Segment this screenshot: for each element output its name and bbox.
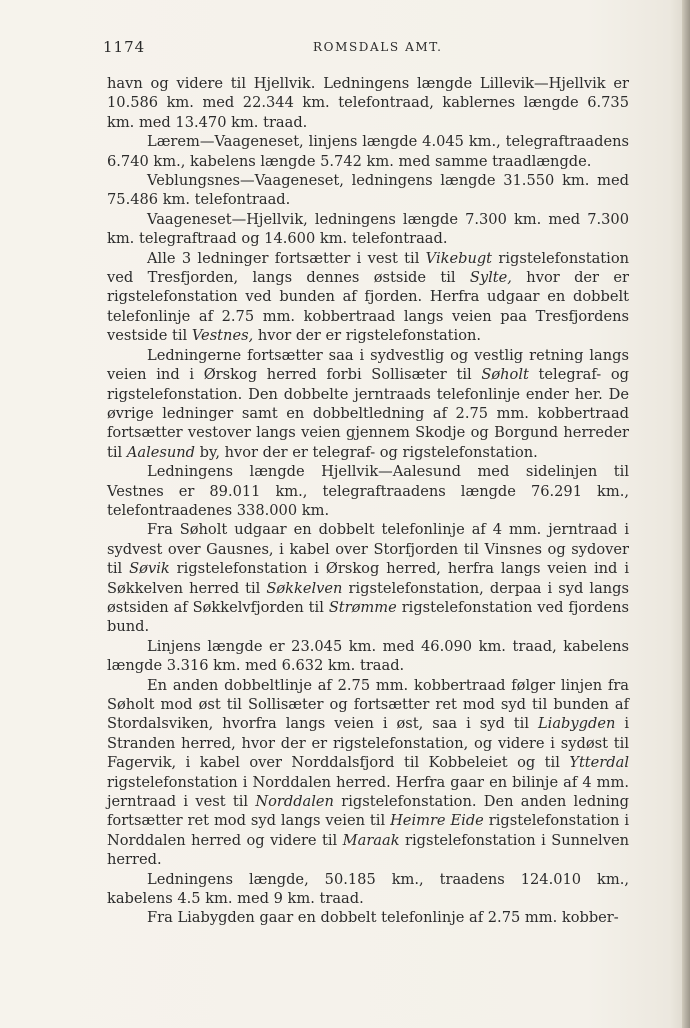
running-title: ROMSDALS AMT. bbox=[313, 40, 443, 54]
place-name: Søvik bbox=[129, 560, 170, 578]
paragraph: Ledningens længde Hjellvik—Aalesund med sidelinjen til Vestnes er 89.011 km., telegraftraadens længde 76.291 km., telefontraadenes 338.000 km. bbox=[107, 463, 629, 519]
paragraph: Alle 3 ledninger fortsætter i vest til Vikebugt rigstelefonstation ved Tresfjorden, langs dennes østside til Sylte, hvor der er rigstelefonstation ved bunden af fjorden. Herfra udgaar en dobbelt telefonlinje af 2.75 mm. kobbertraad langs veien paa Tresfjordens vestside til Vestnes, hvor der er rigstelefonstation. bbox=[107, 249, 630, 345]
place-name: Norddalen bbox=[255, 793, 334, 811]
place-name: Heimre Eide bbox=[390, 812, 484, 830]
page-header bbox=[103, 38, 633, 60]
page-number: 1174 bbox=[103, 38, 146, 56]
place-name: Vikebugt bbox=[425, 249, 493, 267]
place-name: Ytterdal bbox=[569, 754, 629, 772]
place-name: Aalesund bbox=[126, 443, 196, 461]
place-name: Liabygden bbox=[537, 715, 616, 733]
paragraph: Ledningens længde, 50.185 km., traadens 124.010 km., kabelens 4.5 km. med 9 km. traad. bbox=[107, 870, 629, 908]
paragraph: Fra Søholt udgaar en dobbelt telefonlinje af 4 mm. jerntraad i sydvest over Gausnes, i kabel over Storfjorden til Vinsnes og sydover til Søvik rigstelefonstation i Ørskog herred, herfra langs veien ind i Søkkelven herred til Søkkelven rigstelefonstation, derpaa i syd langs østsiden af Søkkelvfjorden til Strømme rigstelefonstation ved fjordens bund. bbox=[107, 521, 629, 636]
paragraph: Veblungsnes—Vaageneset, ledningens længde 31.550 km. med 75.486 km. telefontraad. bbox=[107, 172, 629, 209]
paragraph: Lærem—Vaageneset, linjens længde 4.045 km., telegraftraadens 6.740 km., kabelens længde 5.742 km. med samme traadlængde. bbox=[107, 133, 629, 170]
paragraph: Fra Liabygden gaar en dobbelt telefonlinje af 2.75 mm. kobber- bbox=[147, 909, 619, 927]
paragraph: Ledningerne fortsætter saa i sydvestlig og vestlig retning langs veien ind i Ørskog herred forbi Sollisæter til Søholt telegraf- og rigstelefonstation. Den dobbelte jerntraads telefonlinje ender her. De øvrige ledninger samt en dobbeltledning af 2.75 mm. kobbertraad fortsætter vestover langs veien gjennem Skodje og Borgund herreder til Aalesund by, hvor der er telegraf- og rigstelefonstation. bbox=[107, 346, 630, 461]
place-name: Maraak bbox=[342, 831, 400, 849]
paragraph: Linjens længde er 23.045 km. med 46.090 km. traad, kabelens længde 3.316 km. med 6.632 km. traad. bbox=[107, 637, 629, 675]
paragraph: havn og videre til Hjellvik. Ledningens længde Lillevik—Hjellvik er 10.586 km. med 22.344 km. telefontraad, kablernes længde 6.735 km. med 13.470 km. traad. bbox=[107, 75, 629, 131]
paragraph: Vaageneset—Hjellvik, ledningens længde 7.300 km. med 7.300 km. telegraftraad og 14.600 km. telefontraad. bbox=[107, 210, 629, 248]
paragraph: En anden dobbeltlinje af 2.75 mm. kobbertraad følger linjen fra Søholt mod øst til Sollisæter og fortsætter ret mod syd til bunden af Stordalsviken, hvorfra langs veien i øst, saa i syd til Liabygden i Stranden herred, hvor der er rigstelefonstation, og videre i sydøst til Fagervik, i kabel over Norddalsfjord til Kobbeleiet og til Ytterdal rigstelefonstation i Norddalen herred. Herfra gaar en bilinje af 4 mm. jerntraad i vest til Norddalen rigstelefonstation. Den anden ledning fortsætter ret mod syd langs veien til Heimre Eide rigstelefonstation i Norddalen herred og videre til Maraak rigstelefonstation i Sunnelven herred. bbox=[107, 676, 630, 869]
place-name: Søkkelven bbox=[266, 579, 343, 597]
place-name: Sylte, bbox=[469, 269, 512, 287]
place-name: Vestnes, bbox=[191, 327, 254, 345]
body-text bbox=[107, 74, 629, 928]
page-edge bbox=[682, 0, 690, 1028]
place-name: Søholt bbox=[481, 366, 529, 384]
place-name: Strømme bbox=[328, 598, 397, 616]
